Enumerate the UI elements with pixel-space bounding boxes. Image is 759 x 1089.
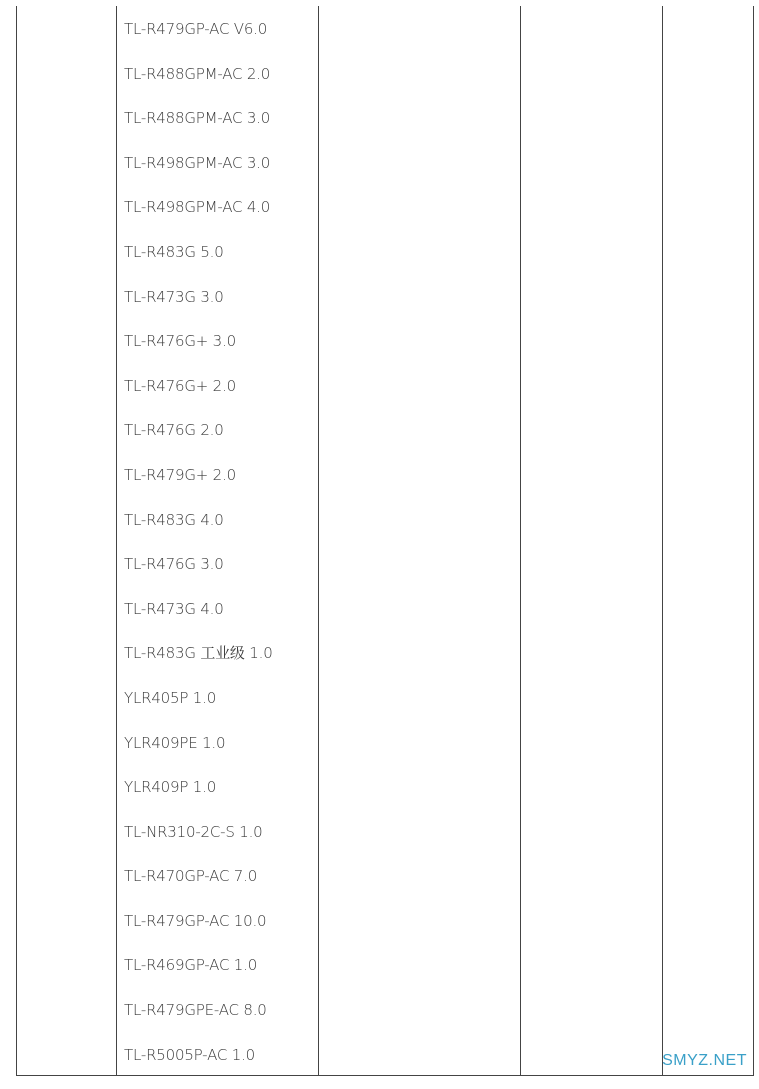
list-item: TL-NR310-2C-S 1.0: [124, 822, 263, 841]
list-item: TL-R476G 2.0: [124, 421, 224, 440]
list-item: TL-R483G 5.0: [124, 242, 224, 261]
table-border-right: [753, 6, 754, 1076]
table-column-divider-4: [662, 6, 663, 1076]
table-column-divider-2: [318, 6, 319, 1076]
list-item: TL-R479G+ 2.0: [124, 465, 236, 484]
list-item: YLR405P 1.0: [124, 688, 217, 707]
list-item: YLR409P 1.0: [124, 778, 217, 797]
list-item: TL-R469GP-AC 1.0: [124, 956, 258, 975]
list-item: TL-R498GPM-AC 3.0: [124, 153, 271, 172]
list-item: TL-R488GPM-AC 2.0: [124, 64, 271, 83]
list-item: TL-R483G 4.0: [124, 510, 224, 529]
list-item: TL-R483G 工业级 1.0: [124, 644, 273, 663]
list-item: YLR409PE 1.0: [124, 733, 226, 752]
list-item: TL-R476G+ 2.0: [124, 376, 236, 395]
list-item: TL-R479GP-AC 10.0: [124, 911, 267, 930]
table-column-divider-1: [116, 6, 117, 1076]
list-item: TL-R479GPE-AC 8.0: [124, 1001, 267, 1020]
list-item: TL-R473G 3.0: [124, 287, 224, 306]
table-column-divider-3: [520, 6, 521, 1076]
list-item: TL-R479GP-AC V6.0: [124, 20, 268, 38]
list-item: TL-R476G+ 3.0: [124, 332, 236, 351]
list-item: TL-R488GPM-AC 3.0: [124, 109, 271, 128]
list-item: TL-R473G 4.0: [124, 599, 224, 618]
list-item: TL-R5005P-AC 1.0: [124, 1045, 255, 1064]
watermark: SMYZ.NET: [662, 1052, 747, 1069]
list-item: TL-R476G 3.0: [124, 555, 224, 574]
list-item: TL-R470GP-AC 7.0: [124, 867, 258, 886]
table-border-left: [16, 6, 17, 1076]
list-item: TL-R498GPM-AC 4.0: [124, 198, 271, 217]
model-list: [124, 19, 273, 1089]
